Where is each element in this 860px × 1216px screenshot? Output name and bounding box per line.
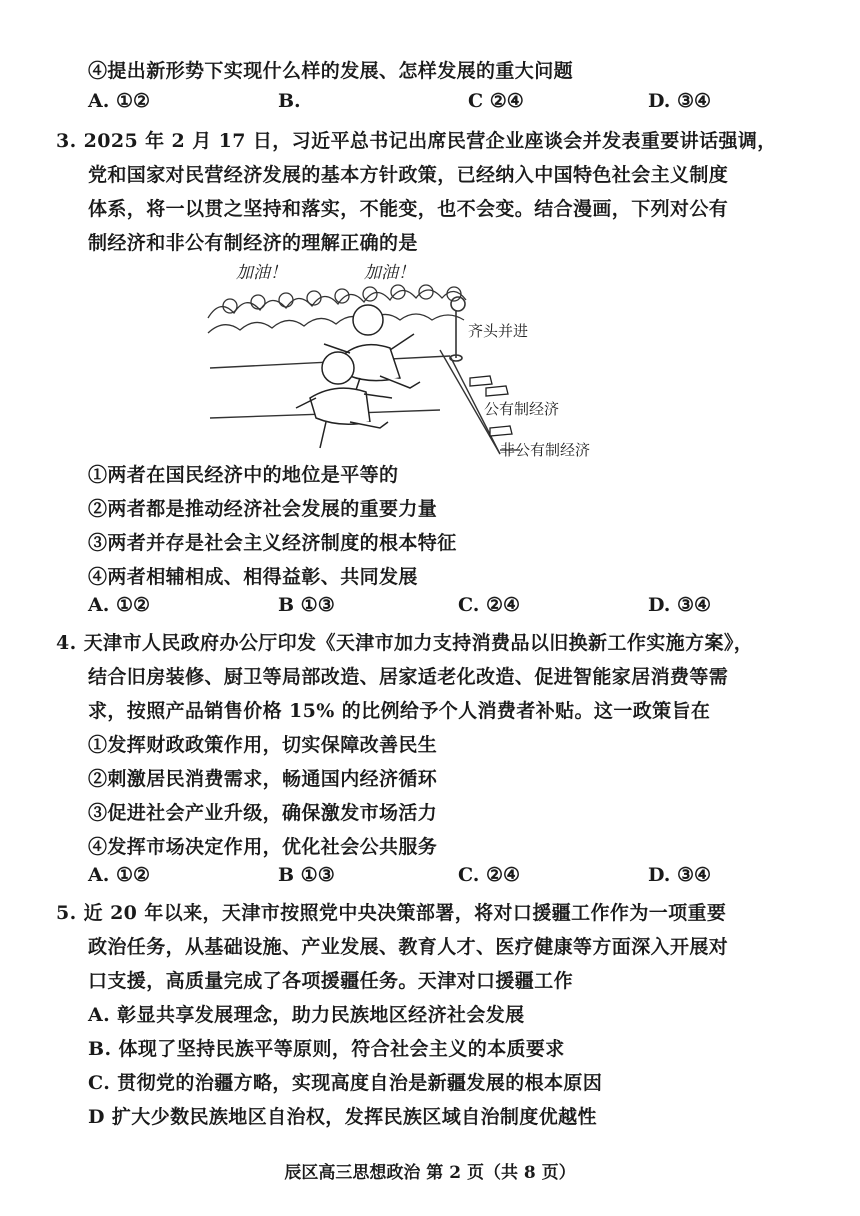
- finish-label: 齐头并进: [468, 322, 529, 340]
- q5-choice-a[interactable]: A. 彰显共享发展理念，助力民族地区经济社会发展: [88, 1004, 525, 1026]
- q4-option-d[interactable]: D. ③④: [648, 864, 712, 886]
- cheer-text-2: 加油！: [364, 263, 415, 283]
- q4-option-b[interactable]: B ①③: [278, 864, 335, 886]
- cheer-text-1: 加油！: [236, 263, 287, 283]
- q2-options: [88, 90, 788, 118]
- q2-option-a[interactable]: A. ①②: [88, 90, 151, 112]
- q3-option-b[interactable]: B ①③: [278, 594, 335, 616]
- q4-stem-line-2: 结合旧房装修、厨卫等局部改造、居家适老化改造、促进智能家居消费等需: [88, 666, 729, 688]
- q2-option-d[interactable]: D. ③④: [648, 90, 712, 112]
- q2-item-4: ④提出新形势下实现什么样的发展、怎样发展的重大问题: [88, 60, 574, 82]
- q4-item-4: ④发挥市场决定作用，优化社会公共服务: [88, 836, 438, 858]
- q3-option-c[interactable]: C. ②④: [458, 594, 521, 616]
- q4-stem-line-1: 4. 天津市人民政府办公厅印发《天津市加力支持消费品以旧换新工作实施方案》，: [56, 632, 754, 654]
- finish-post-icon: [450, 297, 465, 361]
- q5-stem-line-2: 政治任务，从基础设施、产业发展、教育人才、医疗健康等方面深入开展对: [88, 936, 729, 958]
- q3-stem-line-4: 制经济和非公有制经济的理解正确的是: [88, 232, 418, 254]
- q3-item-3: ③两者并存是社会主义经济制度的根本特征: [88, 532, 457, 554]
- q4-options: [88, 864, 788, 892]
- q3-item-4: ④两者相辅相成、相得益彰、共同发展: [88, 566, 418, 588]
- q2-option-c[interactable]: C ②④: [468, 90, 524, 112]
- q4-item-2: ②刺激居民消费需求，畅通国内经济循环: [88, 768, 438, 790]
- q4-stem-line-3: 求，按照产品销售价格 15% 的比例给予个人消费者补贴。这一政策旨在: [88, 700, 711, 722]
- q3-stem-line-1: 3. 2025 年 2 月 17 日，习近平总书记出席民营企业座谈会并发表重要讲话强调，: [56, 130, 777, 152]
- q4-option-c[interactable]: C. ②④: [458, 864, 521, 886]
- runner-label-public: 公有制经济: [484, 400, 560, 418]
- q2-option-b[interactable]: B.: [278, 90, 301, 112]
- q3-options: [88, 594, 788, 622]
- q5-choice-c[interactable]: C. 贯彻党的治疆方略，实现高度自治是新疆发展的根本原因: [88, 1072, 603, 1094]
- q3-stem-line-2: 党和国家对民营经济发展的基本方针政策，已经纳入中国特色社会主义制度: [88, 164, 729, 186]
- runner-label-nonpublic: 非公有制经济: [500, 441, 591, 458]
- q5-stem-line-1: 5. 近 20 年以来，天津市按照党中央决策部署，将对口援疆工作作为一项重要: [56, 902, 727, 924]
- q3-item-1: ①两者在国民经济中的地位是平等的: [88, 464, 399, 486]
- q5-stem-line-3: 口支援，高质量完成了各项援疆任务。天津对口援疆工作: [88, 970, 574, 992]
- q3-option-a[interactable]: A. ①②: [88, 594, 151, 616]
- race-cartoon: [200, 258, 650, 458]
- q4-option-a[interactable]: A. ①②: [88, 864, 151, 886]
- q3-stem-line-3: 体系，将一以贯之坚持和落实，不能变，也不会变。结合漫画，下列对公有: [88, 198, 729, 220]
- q3-item-2: ②两者都是推动经济社会发展的重要力量: [88, 498, 438, 520]
- q5-choice-d[interactable]: D 扩大少数民族地区自治权，发挥民族区域自治制度优越性: [88, 1106, 597, 1128]
- crowd: [208, 285, 466, 333]
- q4-item-3: ③促进社会产业升级，确保激发市场活力: [88, 802, 438, 824]
- q3-option-d[interactable]: D. ③④: [648, 594, 712, 616]
- q4-item-1: ①发挥财政政策作用，切实保障改善民生: [88, 734, 438, 756]
- q5-choice-b[interactable]: B. 体现了坚持民族平等原则，符合社会主义的本质要求: [88, 1038, 565, 1060]
- page-footer: 辰区高三思想政治 第 2 页（共 8 页）: [284, 1163, 576, 1183]
